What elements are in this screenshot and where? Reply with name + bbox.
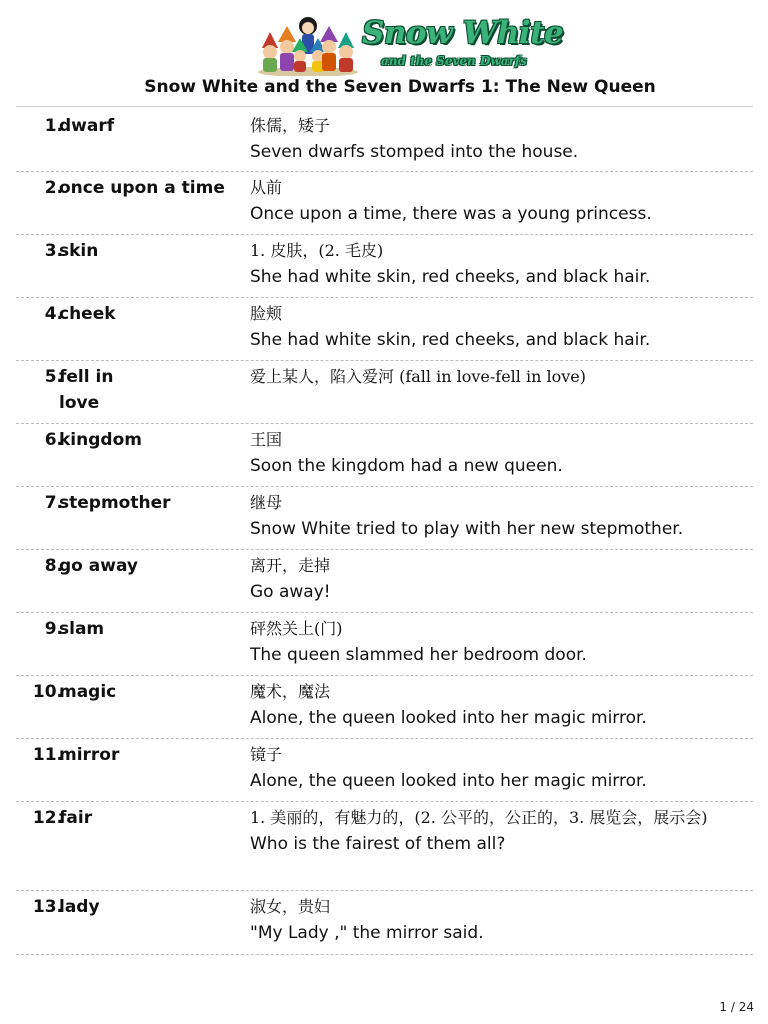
item-number: 2. [44, 178, 63, 198]
example-sentence: Soon the kingdom had a new queen. [250, 456, 563, 476]
item-number: 9. [44, 619, 63, 639]
vocab-word: once upon a time [59, 178, 225, 198]
example-sentence: Go away! [250, 582, 331, 602]
definition-block [250, 894, 750, 946]
example-sentence: "My Lady ," the mirror said. [250, 923, 484, 943]
definition-block [250, 113, 750, 165]
item-number: 6. [44, 430, 63, 450]
vocab-word: slam [59, 619, 105, 639]
chinese-meaning: 淑女，贵妇 [250, 897, 331, 916]
chinese-meaning: 王国 [250, 430, 283, 449]
definition-block [250, 490, 750, 542]
list-item [16, 676, 753, 739]
chinese-meaning: 继母 [250, 493, 283, 512]
definition-block [250, 175, 750, 227]
example-sentence: Once upon a time, there was a young princess. [250, 204, 652, 224]
definition-block [250, 364, 750, 390]
example-sentence: She had white skin, red cheeks, and black hair. [250, 267, 651, 287]
example-sentence: Seven dwarfs stomped into the house. [250, 142, 579, 162]
header [0, 8, 768, 76]
definition-block [250, 616, 750, 668]
chinese-meaning: 从前 [250, 178, 283, 197]
definition-block [250, 742, 750, 794]
example-sentence: Who is the fairest of them all? [250, 834, 506, 854]
page-title: Snow White and the Seven Dwarfs 1: The New Queen [144, 77, 656, 97]
list-item [16, 891, 753, 955]
chinese-meaning: 镜子 [250, 745, 283, 764]
chinese-meaning: 1. 皮肤，(2. 毛皮) [250, 241, 384, 260]
example-sentence: Alone, the queen looked into her magic mirror. [250, 708, 647, 728]
list-item [16, 298, 753, 361]
vocab-word: stepmother [59, 493, 171, 513]
vocab-word: cheek [59, 304, 116, 324]
page-number: 1 / 24 [719, 1000, 754, 1014]
logo-title: Snow White [362, 15, 564, 51]
item-number: 1. [44, 116, 63, 136]
page-title-row [0, 76, 768, 98]
chinese-meaning: 1. 美丽的，有魅力的，(2. 公平的，公正的，3. 展览会，展示会) [250, 808, 708, 827]
vocab-word: skin [59, 241, 99, 261]
list-item [16, 110, 753, 172]
list-item [16, 487, 753, 550]
definition-block [250, 679, 750, 731]
vocab-word: mirror [59, 745, 120, 765]
dwarfs-illustration-icon [256, 12, 360, 76]
item-number: 10. [32, 682, 63, 702]
definition-block [250, 553, 750, 605]
item-number: 4. [44, 304, 63, 324]
vocabulary-list [16, 110, 753, 955]
vocab-word: kingdom [59, 430, 142, 450]
example-sentence: The queen slammed her bedroom door. [250, 645, 587, 665]
item-number: 5. [44, 367, 63, 387]
example-sentence: She had white skin, red cheeks, and black hair. [250, 330, 651, 350]
definition-block [250, 805, 750, 857]
list-item [16, 739, 753, 802]
definition-block [250, 301, 750, 353]
top-divider [16, 106, 753, 107]
list-item [16, 361, 753, 424]
chinese-meaning: 魔术，魔法 [250, 682, 331, 701]
item-number: 12. [32, 808, 63, 828]
vocab-word: fell in love [59, 367, 114, 413]
item-number: 3. [44, 241, 63, 261]
vocab-word: dwarf [59, 116, 115, 136]
list-item [16, 802, 753, 891]
chinese-meaning: 脸颊 [250, 304, 283, 323]
vocab-word: go away [59, 556, 138, 576]
item-number: 13. [32, 897, 63, 917]
list-item [16, 550, 753, 613]
example-sentence: Alone, the queen looked into her magic mirror. [250, 771, 647, 791]
item-number: 11. [32, 745, 63, 765]
example-sentence: Snow White tried to play with her new stepmother. [250, 519, 684, 539]
definition-block [250, 238, 750, 290]
list-item [16, 235, 753, 298]
item-number: 8. [44, 556, 63, 576]
logo-subtitle: and the Seven Dwarfs [381, 54, 527, 68]
item-number: 7. [44, 493, 63, 513]
vocab-word: fair [59, 808, 93, 828]
definition-block [250, 427, 750, 479]
chinese-meaning: 砰然关上(门) [250, 619, 343, 638]
chinese-meaning: 爱上某人，陷入爱河 (fall in love-fell in love) [250, 367, 587, 386]
chinese-meaning: 侏儒，矮子 [250, 116, 331, 135]
chinese-meaning: 离开，走掉 [250, 556, 331, 575]
list-item [16, 172, 753, 235]
list-item [16, 424, 753, 487]
vocab-word: magic [59, 682, 117, 702]
vocab-word: lady [59, 897, 100, 917]
list-item [16, 613, 753, 676]
